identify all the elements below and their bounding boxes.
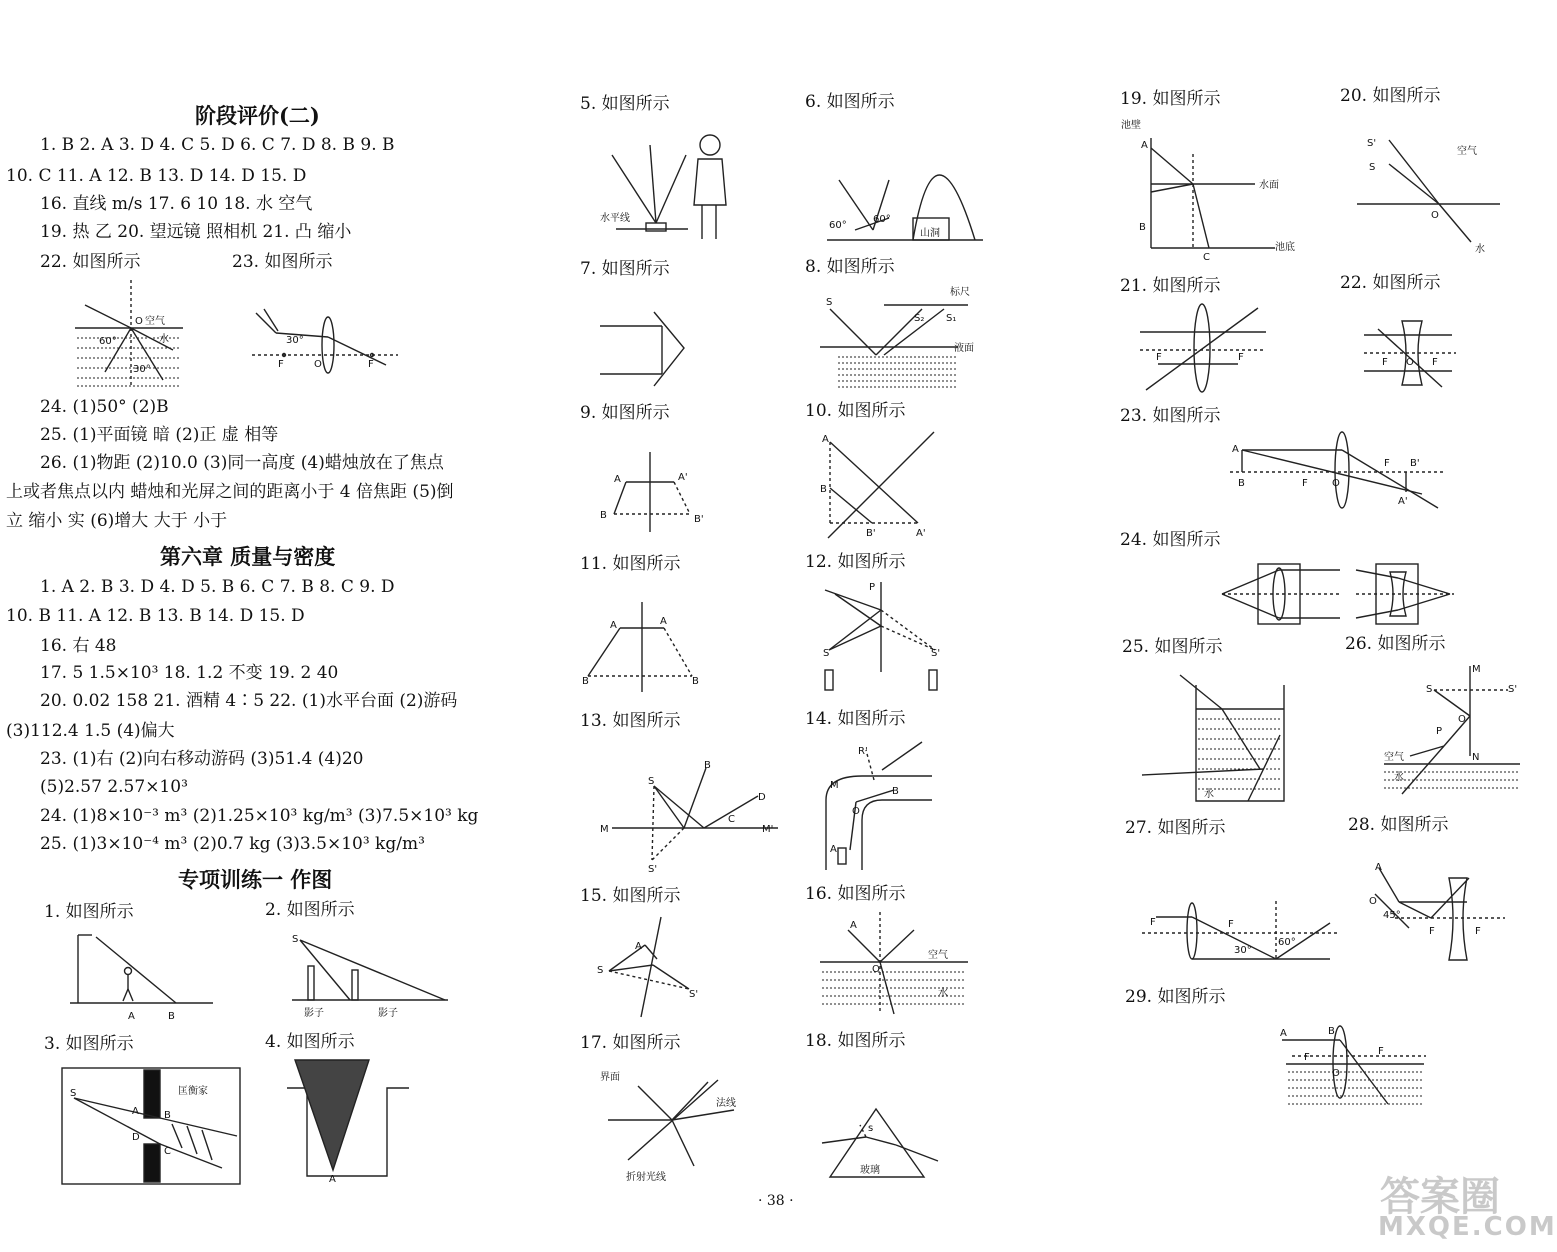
- svg-text:O: O: [1369, 896, 1377, 907]
- svg-text:池壁: 池壁: [1121, 120, 1141, 131]
- svg-text:F: F: [278, 359, 284, 370]
- svg-text:R': R': [858, 746, 868, 757]
- svg-text:F: F: [1156, 352, 1162, 363]
- svg-text:F: F: [1384, 458, 1390, 469]
- svg-text:S: S: [70, 1088, 77, 1099]
- svg-text:60°: 60°: [829, 220, 847, 231]
- answer-line: 24. (1)8×10⁻³ m³ (2)1.25×10³ kg/m³ (3)7.5×10³ kg: [40, 806, 479, 826]
- answer-line: 23. (1)右 (2)向右移动游码 (3)51.4 (4)20: [40, 749, 364, 769]
- svg-text:水: 水: [1394, 772, 1404, 783]
- svg-text:界面: 界面: [600, 1072, 620, 1083]
- svg-text:F: F: [1150, 917, 1156, 928]
- diagram-6-cave: [825, 130, 985, 245]
- svg-text:F: F: [368, 359, 374, 370]
- svg-text:S: S: [826, 297, 833, 308]
- diagram-24-lens-boxes: [1220, 558, 1460, 628]
- svg-text:B: B: [892, 786, 899, 797]
- svg-text:A: A: [329, 1174, 336, 1185]
- svg-text:S': S': [689, 989, 699, 1000]
- svg-text:s: s: [868, 1123, 874, 1134]
- fig-caption: 3. 如图所示: [44, 1034, 134, 1054]
- svg-text:F: F: [1429, 926, 1435, 937]
- svg-text:F: F: [1304, 1052, 1310, 1063]
- answer-line: 25. (1)3×10⁻⁴ m³ (2)0.7 kg (3)3.5×10³ kg/m³: [40, 834, 425, 854]
- svg-text:O: O: [1332, 1068, 1340, 1079]
- svg-text:A: A: [822, 434, 829, 445]
- section-title-special-training: 专项训练一 作图: [178, 867, 333, 892]
- svg-text:B: B: [582, 676, 589, 687]
- diagram-27-lens-mirror: [1140, 895, 1340, 965]
- svg-text:山洞: 山洞: [920, 228, 940, 239]
- diagram-5-mirror-girl: [598, 125, 733, 245]
- answer-line: 24. (1)50° (2)B: [40, 397, 169, 417]
- svg-text:P: P: [869, 582, 876, 593]
- answer-line: 17. 5 1.5×10³ 18. 1.2 不变 19. 2 40: [40, 663, 339, 683]
- fig-caption: 26. 如图所示: [1345, 634, 1446, 654]
- fig-caption: 4. 如图所示: [265, 1032, 355, 1052]
- svg-text:M': M': [762, 824, 774, 835]
- fig-caption: 11. 如图所示: [580, 554, 681, 574]
- fig-caption: 29. 如图所示: [1125, 987, 1226, 1007]
- answer-line: 立 缩小 实 (6)增大 大于 小于: [6, 511, 228, 531]
- diagram-13-mirror-mm: [598, 760, 788, 875]
- svg-text:C: C: [164, 1146, 171, 1157]
- fig-caption: 8. 如图所示: [805, 257, 895, 277]
- diagram-2-shadows: [290, 930, 450, 1020]
- diagram-1-lamp-shadow: [68, 925, 218, 1022]
- diagram-3-light-through-gap: [62, 1068, 242, 1188]
- svg-text:法线: 法线: [716, 1098, 736, 1109]
- diagram-15-mirror-ss: [595, 915, 715, 1025]
- fig-caption-22: 22. 如图所示: [40, 252, 141, 272]
- diagram-29-lens-water: [1278, 1020, 1428, 1115]
- answer-line: 1. A 2. B 3. D 4. D 5. B 6. C 7. B 8. C 9. D: [40, 577, 395, 597]
- svg-text:B: B: [692, 676, 699, 687]
- section-title-stage-eval-2: 阶段评价(二): [195, 103, 320, 128]
- fig-caption-23: 23. 如图所示: [232, 252, 333, 272]
- svg-text:水平线: 水平线: [600, 213, 630, 224]
- diagram-25-water-tank: [1140, 665, 1290, 805]
- svg-text:水: 水: [938, 988, 948, 999]
- answer-line: 16. 右 48: [40, 636, 117, 656]
- svg-text:折射光线: 折射光线: [626, 1172, 666, 1183]
- svg-text:B: B: [164, 1110, 171, 1121]
- diagram-20-air-water: [1355, 130, 1505, 255]
- svg-text:标尺: 标尺: [950, 287, 970, 298]
- fig-caption: 5. 如图所示: [580, 94, 670, 114]
- answer-line: 10. B 11. A 12. B 13. B 14. D 15. D: [6, 606, 305, 626]
- svg-text:B': B': [694, 514, 704, 525]
- svg-text:S': S': [1508, 684, 1518, 695]
- answer-line: 16. 直线 m/s 17. 6 10 18. 水 空气: [40, 194, 313, 214]
- svg-text:30°: 30°: [286, 335, 304, 346]
- svg-text:A: A: [635, 941, 642, 952]
- diagram-4-well-view: [285, 1058, 415, 1183]
- svg-text:60°: 60°: [873, 214, 891, 225]
- svg-text:S₂: S₂: [914, 313, 925, 324]
- fig-caption: 17. 如图所示: [580, 1033, 681, 1053]
- fig-caption: 25. 如图所示: [1122, 637, 1223, 657]
- svg-text:A: A: [610, 620, 617, 631]
- svg-text:O: O: [1431, 210, 1439, 221]
- svg-text:F: F: [1432, 357, 1438, 368]
- svg-text:O: O: [135, 316, 143, 327]
- answer-line: 10. C 11. A 12. B 13. D 14. D 15. D: [6, 166, 307, 186]
- diagram-22-concave-lens: [1362, 305, 1457, 395]
- fig-caption: 7. 如图所示: [580, 259, 670, 279]
- diagram-16-refraction: [818, 910, 968, 1025]
- fig-caption: 6. 如图所示: [805, 92, 895, 112]
- answer-line: (5)2.57 2.57×10³: [40, 777, 188, 797]
- fig-caption: 27. 如图所示: [1125, 818, 1226, 838]
- svg-text:S: S: [1369, 162, 1376, 173]
- diagram-10-inclined-mirror: [818, 428, 938, 543]
- svg-text:D: D: [132, 1132, 140, 1143]
- fig-caption: 13. 如图所示: [580, 711, 681, 731]
- svg-text:O: O: [872, 964, 880, 975]
- svg-text:B: B: [1139, 222, 1146, 233]
- svg-text:A: A: [614, 474, 621, 485]
- fig-caption: 9. 如图所示: [580, 403, 670, 423]
- svg-text:F: F: [1378, 1046, 1384, 1057]
- fig-caption: 15. 如图所示: [580, 886, 681, 906]
- diagram-11-plane-mirror-ab: [580, 600, 705, 695]
- svg-text:M: M: [830, 780, 839, 791]
- svg-text:A: A: [128, 1011, 135, 1022]
- diagram-18-glass-prism: [820, 1105, 945, 1180]
- svg-text:O: O: [1458, 714, 1466, 725]
- fig-caption: 2. 如图所示: [265, 900, 355, 920]
- svg-text:A': A': [916, 528, 926, 539]
- svg-text:A': A': [1398, 496, 1408, 507]
- fig-caption: 24. 如图所示: [1120, 530, 1221, 550]
- svg-text:A: A: [1141, 140, 1148, 151]
- svg-text:30°: 30°: [133, 364, 151, 375]
- answer-line: 19. 热 乙 20. 望远镜 照相机 21. 凸 缩小: [40, 222, 352, 242]
- svg-text:C: C: [1203, 252, 1210, 263]
- svg-text:A: A: [1280, 1028, 1287, 1039]
- svg-text:N: N: [1472, 752, 1480, 763]
- label-air: 空气: [145, 316, 165, 327]
- svg-text:影子: 影子: [304, 1008, 324, 1019]
- svg-text:O: O: [314, 359, 322, 370]
- svg-text:B: B: [600, 510, 607, 521]
- svg-text:S': S': [648, 864, 658, 875]
- svg-text:60°: 60°: [99, 336, 117, 347]
- svg-text:B: B: [1328, 1026, 1335, 1037]
- svg-text:O: O: [1332, 478, 1340, 489]
- watermark-logo: 答案圈: [1380, 1174, 1500, 1220]
- diagram-14-curved-pipe: [822, 740, 932, 875]
- svg-text:S₁: S₁: [946, 313, 957, 324]
- svg-text:空气: 空气: [1384, 752, 1404, 763]
- svg-text:M: M: [1472, 664, 1481, 675]
- answer-line: 26. (1)物距 (2)10.0 (3)同一高度 (4)蜡烛放在了焦点: [40, 453, 444, 473]
- fig-caption: 28. 如图所示: [1348, 815, 1449, 835]
- fig-caption: 18. 如图所示: [805, 1031, 906, 1051]
- diagram-9-plane-mirror-ab: [598, 450, 708, 535]
- svg-text:F: F: [1302, 478, 1308, 489]
- diagram-17-interface: [598, 1060, 748, 1185]
- fig-caption: 20. 如图所示: [1340, 86, 1441, 106]
- svg-text:水: 水: [1475, 244, 1485, 255]
- svg-text:S': S': [931, 648, 941, 659]
- answer-line: 20. 0.02 158 21. 酒精 4∶5 22. (1)水平台面 (2)游码: [40, 691, 458, 711]
- answer-line: 25. (1)平面镜 暗 (2)正 虚 相等: [40, 425, 279, 445]
- diagram-28-prism-lens: [1365, 852, 1505, 967]
- svg-text:M: M: [600, 824, 609, 835]
- svg-text:A: A: [1232, 444, 1239, 455]
- svg-text:S: S: [648, 776, 655, 787]
- diagram-23-lens-image: [1228, 430, 1448, 515]
- svg-text:S: S: [823, 648, 830, 659]
- svg-text:A: A: [830, 844, 837, 855]
- fig-caption: 16. 如图所示: [805, 884, 906, 904]
- fig-caption: 19. 如图所示: [1120, 89, 1221, 109]
- svg-text:B': B': [1410, 458, 1420, 469]
- svg-text:S: S: [597, 965, 604, 976]
- svg-text:D: D: [758, 792, 766, 803]
- svg-text:空气: 空气: [928, 950, 948, 961]
- svg-text:B': B': [866, 528, 876, 539]
- svg-text:影子: 影子: [378, 1008, 398, 1019]
- fig-caption: 1. 如图所示: [44, 902, 134, 922]
- svg-text:45°: 45°: [1383, 910, 1401, 921]
- svg-text:A': A': [678, 472, 688, 483]
- fig-caption: 22. 如图所示: [1340, 273, 1441, 293]
- svg-text:A: A: [660, 616, 667, 627]
- svg-text:B: B: [820, 484, 827, 495]
- svg-text:液面: 液面: [954, 343, 974, 354]
- svg-text:60°: 60°: [1278, 937, 1296, 948]
- svg-text:池底: 池底: [1275, 242, 1295, 253]
- svg-text:A: A: [1375, 862, 1382, 873]
- svg-text:O: O: [852, 806, 860, 817]
- svg-text:C: C: [728, 814, 735, 825]
- svg-text:水: 水: [1204, 789, 1214, 800]
- svg-text:S': S': [1367, 138, 1377, 149]
- diagram-23-lens: [248, 305, 398, 375]
- svg-text:A: A: [850, 920, 857, 931]
- answer-line: 上或者焦点以内 蜡烛和光屏之间的距离小于 4 倍焦距 (5)倒: [6, 482, 454, 502]
- answer-line: (3)112.4 1.5 (4)偏大: [6, 721, 175, 741]
- svg-text:S: S: [1426, 684, 1433, 695]
- svg-text:P: P: [1436, 726, 1443, 737]
- fig-caption: 14. 如图所示: [805, 709, 906, 729]
- watermark-url: MXQE.COM: [1378, 1212, 1557, 1242]
- page-number: · 38 ·: [758, 1193, 794, 1209]
- diagram-7-corner-mirror: [598, 310, 698, 390]
- diagram-12-candle-mirror: [815, 580, 945, 695]
- fig-caption: 10. 如图所示: [805, 401, 906, 421]
- fig-caption: 23. 如图所示: [1120, 406, 1221, 426]
- svg-text:S: S: [292, 934, 299, 945]
- svg-text:F: F: [1382, 357, 1388, 368]
- svg-text:匡衡家: 匡衡家: [178, 1086, 208, 1097]
- svg-text:水面: 水面: [1259, 180, 1279, 191]
- fig-caption: 21. 如图所示: [1120, 276, 1221, 296]
- diagram-21-convex-lens: [1138, 302, 1268, 397]
- svg-text:B: B: [1238, 478, 1245, 489]
- svg-text:30°: 30°: [1234, 945, 1252, 956]
- diagram-19-pool: [1115, 118, 1315, 268]
- svg-text:F: F: [1228, 919, 1234, 930]
- svg-text:A: A: [132, 1106, 139, 1117]
- svg-text:F: F: [1475, 926, 1481, 937]
- svg-text:B: B: [168, 1011, 175, 1022]
- svg-text:空气: 空气: [1457, 146, 1477, 157]
- svg-text:O: O: [1406, 357, 1414, 368]
- answer-line: 1. B 2. A 3. D 4. C 5. D 6. C 7. D 8. B 9. B: [40, 135, 395, 155]
- section-title-chapter-6: 第六章 质量与密度: [160, 544, 336, 569]
- diagram-26-mirror-water: [1380, 660, 1520, 800]
- diagram-22-refraction: [75, 280, 185, 390]
- svg-text:B: B: [704, 760, 711, 771]
- diagram-8-liquid-level: [818, 285, 978, 390]
- fig-caption: 12. 如图所示: [805, 552, 906, 572]
- svg-text:水: 水: [159, 334, 169, 345]
- svg-text:F: F: [1238, 352, 1244, 363]
- svg-text:玻璃: 玻璃: [860, 1165, 880, 1176]
